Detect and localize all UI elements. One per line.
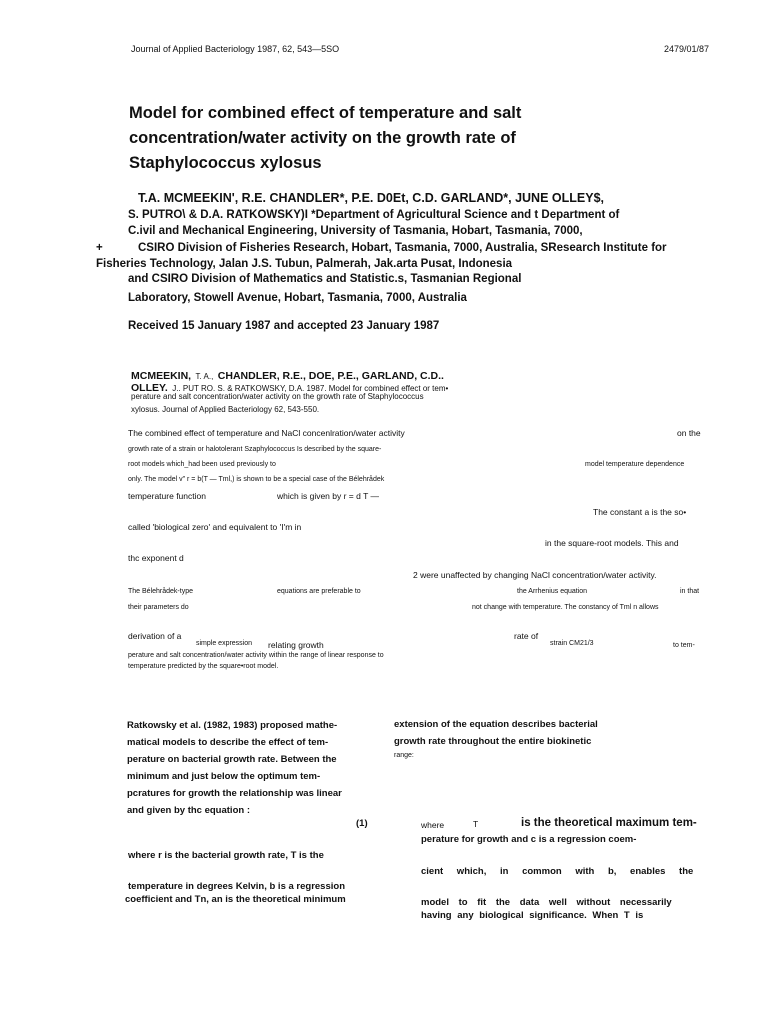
left-col-line: minimum and just below the optimum tem- [127,771,321,782]
abstract-line-1-right: on the [677,428,701,438]
citation-line-4: xylosus. Journal of Applied Bacteriology 62, 543-550. [131,405,320,414]
abstract-line-13-sub-1: simple expression [196,640,253,647]
abstract-line-12: their parameters do [128,604,189,611]
abstract-line-5: temperature function [128,491,206,501]
citation-text-2: J.. PUT RO. S. & RATKOWSKY, D.A. 1987. Model for combined effect or tem• [172,384,449,393]
left-col-line: matical models to describe the effect of tem- [127,737,329,748]
journal-header: Journal of Applied Bacteriology 1987, 62, 543—5SO [131,44,340,54]
citation-authors-rest: CHANDLER, R.E., DOE, P.E., GARLAND, C.D.. [217,370,444,382]
authors-line-1: T.A. MCMEEKIN', R.E. CHANDLER*, P.E. D0Et, C.D. GARLAND*, JUNE OLLEY$, [138,191,604,205]
article-code: 2479/01/87 [664,44,710,54]
right-column-where: where [421,820,445,830]
abstract-line-12-right: not change with temperature. The constancy of Tml n allows [472,604,659,611]
abstract-line-3: root models which_had been used previously to [128,461,276,468]
left-column-paragraph-2: where r is the bacterial growth rate, T is the [128,850,324,861]
abstract-line-13-mid: rate of [514,631,539,641]
abstract-line-11-right: in that [680,588,700,595]
citation-initials-1: T. A., [195,372,214,381]
affiliation-line-3: C.ivil and Mechanical Engineering, University of Tasmania, Hobart, Tasmania, 7000, [128,225,583,237]
abstract-line-3-right: model temperature dependence [585,461,685,468]
left-col-line: and given by thc equation : [127,805,250,816]
authors-line-2: S. PUTRO\ & D.A. RATKOWSKY)I *Department of Agricultural Science and t Department of [128,209,620,221]
abstract-line-7: called 'biological zero' and equivalent to 'I'm in [128,522,302,532]
affiliation-line-5: Fisheries Technology, Jalan J.S. Tubun, Palmerah, Jak.arta Pusat, Indonesia [96,258,513,270]
abstract-line-2: growth rate of a strain or halotolerant Szaphylococcus Is described by the square- [128,446,382,453]
abstract-line-13-right: to tem- [673,642,695,649]
right-column-line-p4: model to fit the data well without necessarily [421,897,672,908]
citation-author-1: MCMEEKIN, [131,370,192,382]
citation-line-3: perature and salt concentration/water activity on the growth rate of Staphylococcus [131,392,424,401]
abstract-line-11-mid-2: the Arrhenius equation [517,588,588,595]
abstract-line-8-right: in the square-root models. This and [545,538,679,548]
abstract-line-13-mid-2: strain CM21/3 [550,640,594,647]
right-column-line-p5: having any biological significance. When T is [421,910,644,921]
abstract-line-13: derivation of a [128,631,182,641]
left-col-line: pcratures for growth the relationship was linear [127,788,342,799]
abstract-line-4: only. The model v" r = b(T — Tml,) is shown to be a special case of the Bélehrådek [128,476,385,483]
abstract-line-13-sub-2: relating growth [268,640,324,650]
affiliation-line-7: Laboratory, Stowell Avenue, Hobart, Tasmania, 7000, Australia [128,292,467,304]
left-column-paragraph-3-line-2: coefficient and Tn, an is the theoretical minimum [125,894,346,905]
affiliation-line-4: CSIRO Division of Fisheries Research, Hobart, Tasmania, 7000, Australia, SResearch Institute for [138,242,667,254]
left-col-line: perature on bacterial growth rate. Between the [127,754,337,765]
abstract-line-10: 2 were unaffected by changing NaCl concentration/water activity. [413,570,657,580]
abstract-line-5-mid: which is given by r = d T — [277,491,379,501]
paper-title-line-2: concentration/water activity on the growth rate of [129,129,516,147]
abstract-line-15: temperature predicted by the square•root model. [128,663,279,670]
left-column-paragraph-1 [127,717,371,819]
abstract-line-6-right: The constant a is the so• [593,507,687,517]
citation-author-olley: OLLEY. [131,382,168,394]
right-column-line-p3: cient which, in common with b, enables the [421,866,694,877]
left-col-line: Ratkowsky et al. (1982, 1983) proposed mathe- [127,720,338,731]
abstract-line-9: thc exponent d [128,553,184,563]
right-column-line-1: extension of the equation describes bacterial [394,719,598,730]
abstract-line-11-mid: equations are preferable to [277,588,361,595]
abstract-line-1: The combined effect of temperature and NaCl concenlration/water activity [128,428,405,438]
equation-number: (1) [356,818,368,829]
abstract-line-14: perature and salt concentration/water activity within the range of linear response to [128,652,384,659]
paper-title-line-3: Staphylococcus xylosus [129,154,322,172]
right-column-t-symbol: T [473,819,479,829]
right-column-line-p2: perature for growth and c is a regression coem- [421,834,637,845]
right-column-range: range: [394,752,414,759]
received-date: Received 15 January 1987 and accepted 23 January 1987 [128,320,440,332]
paper-title-line-1: Model for combined effect of temperature and salt [129,104,522,122]
affiliation-line-6: and CSIRO Division of Mathematics and Statistic.s, Tasmanian Regional [128,273,522,285]
left-column-paragraph-3-line-1: temperature in degrees Kelvin, b is a regression [128,881,345,892]
abstract-line-11: The Bélehrådek-type [128,588,193,595]
right-column-theoretical-max: is the theoretical maximum tem- [521,817,697,829]
right-column-line-2: growth rate throughout the entire biokinetic [394,736,592,747]
affiliation-mark: + [96,242,103,254]
